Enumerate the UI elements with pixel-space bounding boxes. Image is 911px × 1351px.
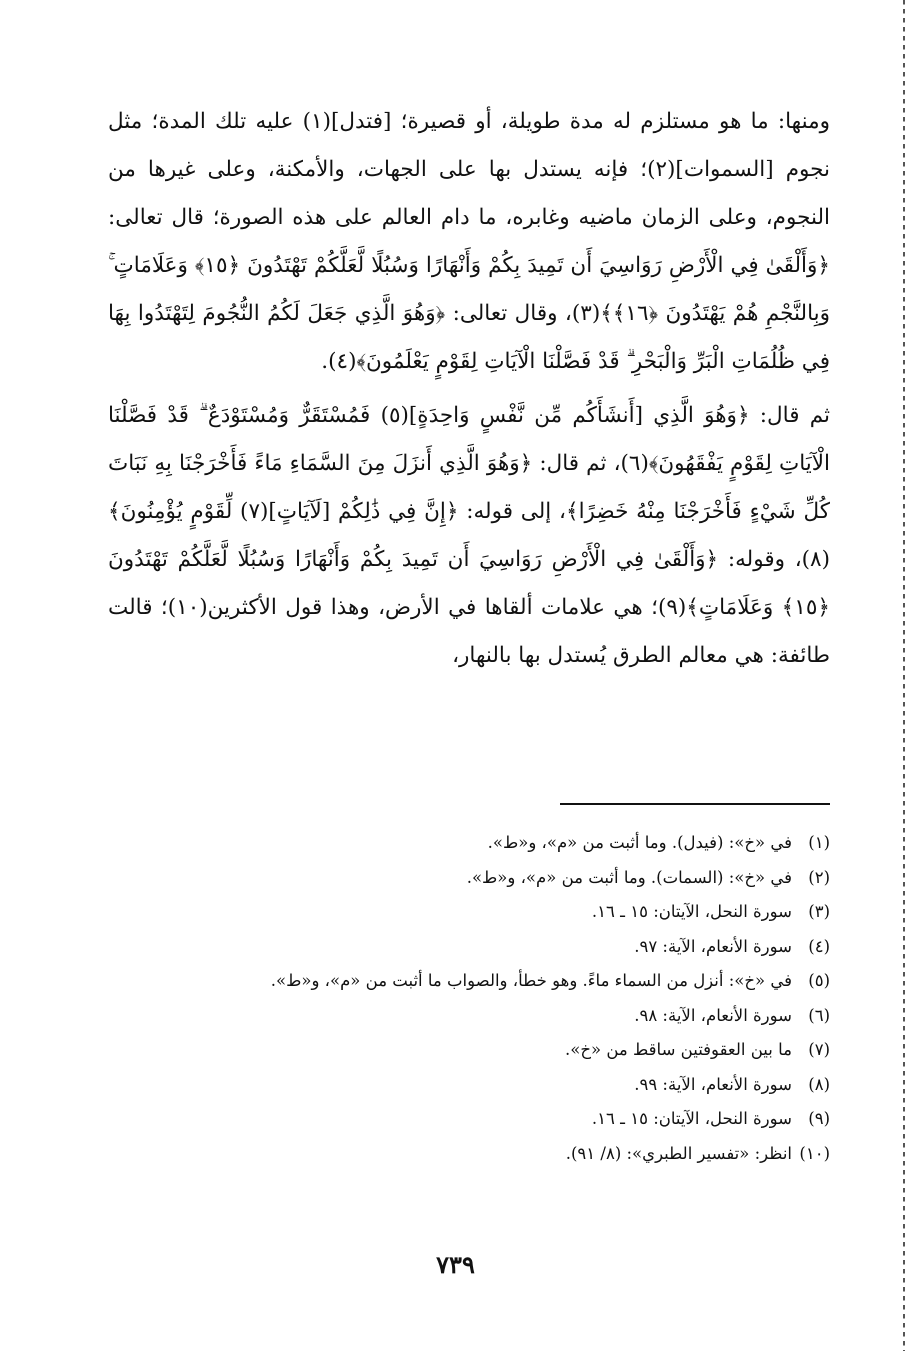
footnote-number: (٦) bbox=[808, 1005, 830, 1025]
footnote-number: (٣) bbox=[808, 902, 830, 921]
footnote-number: (١٠) bbox=[799, 1143, 830, 1163]
footnote-number: (٩) bbox=[808, 1109, 830, 1128]
footnote-9 bbox=[120, 1102, 830, 1137]
body-text bbox=[108, 98, 830, 680]
footnote-2 bbox=[120, 861, 830, 896]
footnote-separator bbox=[560, 803, 830, 805]
footnote-3 bbox=[120, 895, 830, 930]
footnote-6 bbox=[120, 999, 830, 1034]
footnote-7 bbox=[120, 1033, 830, 1068]
footnote-10 bbox=[120, 1137, 830, 1172]
footnote-5 bbox=[120, 964, 830, 999]
footnote-text: سورة النحل، الآيتان: ١٥ ـ ١٦. bbox=[591, 1109, 792, 1128]
footnote-4 bbox=[120, 930, 830, 965]
footnote-number: (٨) bbox=[808, 1074, 830, 1094]
footnote-number: (٢) bbox=[808, 867, 830, 887]
footnote-number: (٤) bbox=[808, 936, 830, 956]
body-paragraph-2: ثم قال: ﴿وَهُوَ الَّذِي [أَنشَأَكُم مِّن نَّفْسٍ وَاحِدَةٍ](٥) فَمُسْتَقَرٌّ وَمُسْتَوْدَعٌ ۗ قَدْ فَصَّلْنَا الْآيَاتِ لِقَوْمٍ يَفْقَهُونَ﴾(٦)، ثم قال: ﴿وَهُوَ الَّذِي أَنزَلَ مِنَ السَّمَاءِ مَاءً فَأَخْرَجْنَا بِهِ نَبَاتَ كُلِّ شَيْءٍ فَأَخْرَجْنَا مِنْهُ خَضِرًا﴾، إلى قوله: ﴿إِنَّ فِي ذَٰلِكُمْ [لَآيَاتٍ](٧) لِّقَوْمٍ يُؤْمِنُونَ﴾(٨)، وقوله: ﴿وَأَلْقَىٰ فِي الْأَرْضِ رَوَاسِيَ أَن تَمِيدَ بِكُمْ وَأَنْهَارًا وَسُبُلًا لَّعَلَّكُمْ تَهْتَدُونَ ﴿١٥﴾ وَعَلَامَاتٍ﴾(٩)؛ هي علامات ألقاها في الأرض، وهذا قول الأكثرين(١٠)؛ قالت طائفة: هي معالم الطرق يُستدل بها بالنهار، bbox=[108, 403, 831, 668]
footnote-text: انظر: «تفسير الطبري»: (٨/ ٩١). bbox=[565, 1143, 792, 1163]
footnote-1 bbox=[120, 826, 830, 861]
page-edge-dotted-line bbox=[903, 0, 905, 1351]
footnote-8 bbox=[120, 1068, 830, 1103]
footnote-number: (٧) bbox=[808, 1040, 830, 1059]
footnotes bbox=[120, 826, 830, 1171]
footnote-text: في «خ»: (السمات). وما أثبت من «م»، و«ط». bbox=[466, 867, 792, 887]
footnote-text: ما بين العقوفتين ساقط من «خ». bbox=[565, 1040, 792, 1059]
footnote-number: (١) bbox=[808, 833, 830, 852]
body-paragraph-1: ومنها: ما هو مستلزم له مدة طويلة، أو قصيرة؛ [فتدل](١) عليه تلك المدة؛ مثل نجوم [السموات](٢)؛ فإنه يستدل بها على الجهات، والأمكنة، وعلى غيرها من النجوم، وعلى الزمان ماضيه وغابره، ما دام العالم على هذه الصورة؛ قال تعالى: ﴿وَأَلْقَىٰ فِي الْأَرْضِ رَوَاسِيَ أَن تَمِيدَ بِكُمْ وَأَنْهَارًا وَسُبُلًا لَّعَلَّكُمْ تَهْتَدُونَ ﴿١٥﴾ وَعَلَامَاتٍ ۚ وَبِالنَّجْمِ هُمْ يَهْتَدُونَ ﴿١٦﴾﴾(٣)، وقال تعالى: ﴿وَهُوَ الَّذِي جَعَلَ لَكُمُ النُّجُومَ لِتَهْتَدُوا بِهَا فِي ظُلُمَاتِ الْبَرِّ وَالْبَحْرِ ۗ قَدْ فَصَّلْنَا الْآيَاتِ لِقَوْمٍ يَعْلَمُونَ﴾(٤). bbox=[108, 109, 830, 374]
page-number: ٧٣٩ bbox=[436, 1250, 475, 1279]
footnote-text: سورة النحل، الآيتان: ١٥ ـ ١٦. bbox=[591, 902, 792, 921]
footnote-text: سورة الأنعام، الآية: ٩٩. bbox=[634, 1074, 792, 1094]
footnote-text: في «خ»: أنزل من السماء ماءً. وهو خطأ، والصواب ما أثبت من «م»، و«ط». bbox=[270, 971, 792, 990]
footnote-text: سورة الأنعام، الآية: ٩٨. bbox=[634, 1005, 792, 1025]
footnote-text: سورة الأنعام، الآية: ٩٧. bbox=[634, 936, 792, 956]
footnote-text: في «خ»: (فيدل). وما أثبت من «م»، و«ط». bbox=[487, 833, 792, 852]
footnote-number: (٥) bbox=[808, 971, 830, 990]
